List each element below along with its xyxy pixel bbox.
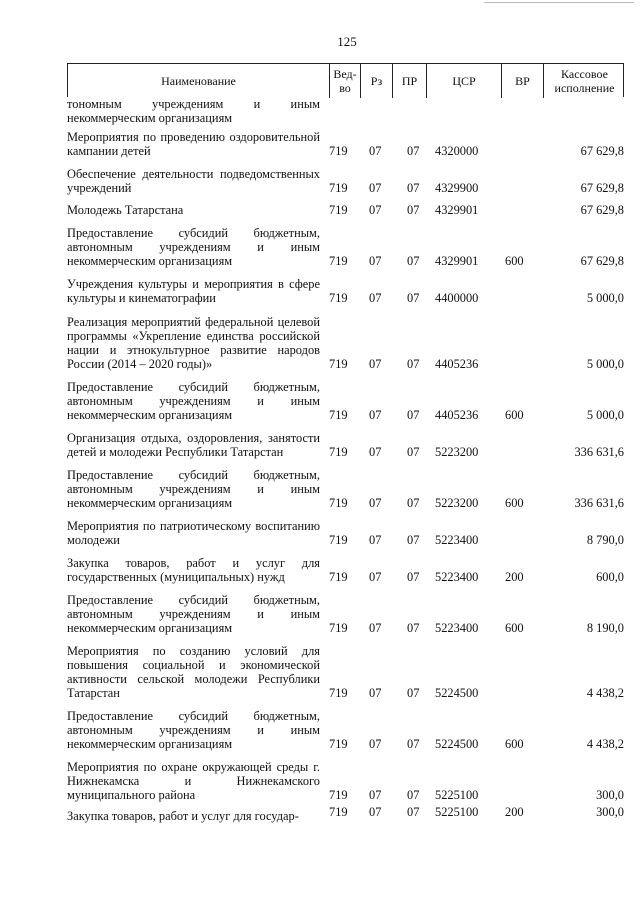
row-csr: 5223400 xyxy=(435,621,479,635)
page-number: 125 xyxy=(337,34,357,49)
table-row xyxy=(67,709,624,751)
row-amount: 67 629,8 xyxy=(580,254,624,268)
row-vr: 600 xyxy=(505,254,524,268)
row-vr: 200 xyxy=(505,805,524,819)
row-pr: 07 xyxy=(407,621,420,635)
row-amount: 300,0 xyxy=(596,788,624,802)
row-rz: 07 xyxy=(369,686,382,700)
row-csr: 4320000 xyxy=(435,144,479,158)
row-csr: 5223400 xyxy=(435,570,479,584)
row-rz: 07 xyxy=(369,291,382,305)
row-name: Молодежь Татарстана xyxy=(67,203,184,217)
row-amount: 67 629,8 xyxy=(580,181,624,195)
row-ved: 719 xyxy=(329,144,348,158)
row-ved: 719 xyxy=(329,533,348,547)
row-ved: 719 xyxy=(329,805,348,819)
row-ved: 719 xyxy=(329,357,348,371)
row-ved: 719 xyxy=(329,254,348,268)
row-csr: 4405236 xyxy=(435,357,479,371)
row-amount: 5 000,0 xyxy=(586,291,624,305)
row-amount: 4 438,2 xyxy=(586,737,624,751)
table-row xyxy=(67,315,624,371)
row-ved: 719 xyxy=(329,570,348,584)
row-pr: 07 xyxy=(407,203,420,217)
row-ved: 719 xyxy=(329,408,348,422)
table-row xyxy=(67,203,624,217)
table-row xyxy=(67,468,624,510)
row-pr: 07 xyxy=(407,805,420,819)
row-rz: 07 xyxy=(369,533,382,547)
row-rz: 07 xyxy=(369,737,382,751)
row-name: Организация отдыха, оздоровления, занятости детей и молодежи Республики Татарстан xyxy=(67,431,320,459)
row-ved: 719 xyxy=(329,686,348,700)
row-name: Закупка товаров, работ и услуг для государственных (муниципальных) нужд xyxy=(67,556,320,584)
row-name: Закупка товаров, работ и услуг для государ- xyxy=(67,809,299,823)
row-name: Мероприятия по охране окружающей среды г. Нижнекамска и Нижнекамского муниципального района xyxy=(67,760,320,802)
row-pr: 07 xyxy=(407,181,420,195)
scan-edge-line xyxy=(484,2,634,3)
row-amount: 67 629,8 xyxy=(580,203,624,217)
table-row xyxy=(67,380,624,422)
row-csr: 5223200 xyxy=(435,445,479,459)
row-name: Учреждения культуры и мероприятия в сфере культуры и кинематографии xyxy=(67,277,320,305)
table-row xyxy=(67,593,624,635)
row-ved: 719 xyxy=(329,181,348,195)
row-amount: 8 190,0 xyxy=(586,621,624,635)
row-pr: 07 xyxy=(407,254,420,268)
row-pr: 07 xyxy=(407,788,420,802)
table-row xyxy=(67,277,624,305)
table-body xyxy=(67,97,624,823)
table-row xyxy=(67,805,624,823)
row-ved: 719 xyxy=(329,737,348,751)
row-rz: 07 xyxy=(369,445,382,459)
table-header xyxy=(67,63,624,97)
row-vr: 600 xyxy=(505,496,524,510)
row-rz: 07 xyxy=(369,805,382,819)
row-rz: 07 xyxy=(369,570,382,584)
table-row xyxy=(67,760,624,802)
row-rz: 07 xyxy=(369,788,382,802)
row-rz: 07 xyxy=(369,181,382,195)
row-csr: 5223200 xyxy=(435,496,479,510)
row-name: Предоставление субсидий бюджетным, автономным учреждениям и иным некоммерческим организациям xyxy=(67,468,320,510)
row-csr: 4400000 xyxy=(435,291,479,305)
row-pr: 07 xyxy=(407,533,420,547)
header-ved: Вед-во xyxy=(329,64,360,98)
row-csr: 5225100 xyxy=(435,788,479,802)
row-amount: 336 631,6 xyxy=(574,496,624,510)
row-pr: 07 xyxy=(407,408,420,422)
row-pr: 07 xyxy=(407,144,420,158)
row-name: Мероприятия по проведению оздоровительной кампании детей xyxy=(67,130,320,158)
row-csr: 5224500 xyxy=(435,686,479,700)
row-name: Предоставление субсидий бюджетным, автономным учреждениям и иным некоммерческим организациям xyxy=(67,226,320,268)
row-csr: 5224500 xyxy=(435,737,479,751)
row-pr: 07 xyxy=(407,686,420,700)
row-vr: 600 xyxy=(505,408,524,422)
row-pr: 07 xyxy=(407,496,420,510)
row-amount: 5 000,0 xyxy=(586,408,624,422)
row-name: Мероприятия по созданию условий для повышения социальной и экономической активности сельской молодежи Республики Татарстан xyxy=(67,644,320,700)
header-name: Наименование xyxy=(161,74,236,88)
row-amount: 300,0 xyxy=(596,805,624,819)
row-csr: 5223400 xyxy=(435,533,479,547)
row-ved: 719 xyxy=(329,291,348,305)
row-rz: 07 xyxy=(369,496,382,510)
row-name: тономным учреждениям и иным некоммерческим организациям xyxy=(67,97,320,125)
header-rz: Рз xyxy=(360,64,392,98)
row-pr: 07 xyxy=(407,357,420,371)
row-name: Предоставление субсидий бюджетным, автономным учреждениям и иным некоммерческим организациям xyxy=(67,709,320,751)
row-vr: 600 xyxy=(505,737,524,751)
row-vr: 600 xyxy=(505,621,524,635)
row-pr: 07 xyxy=(407,291,420,305)
row-csr: 4329900 xyxy=(435,181,479,195)
table-row xyxy=(67,226,624,268)
row-csr: 4329901 xyxy=(435,203,479,217)
row-csr: 4405236 xyxy=(435,408,479,422)
header-pr: ПР xyxy=(392,64,426,98)
table-row xyxy=(67,556,624,584)
row-csr: 5225100 xyxy=(435,805,479,819)
row-amount: 336 631,6 xyxy=(574,445,624,459)
row-rz: 07 xyxy=(369,408,382,422)
table-row xyxy=(67,97,624,125)
row-ved: 719 xyxy=(329,788,348,802)
row-amount: 4 438,2 xyxy=(586,686,624,700)
table-row xyxy=(67,644,624,700)
row-rz: 07 xyxy=(369,254,382,268)
row-amount: 5 000,0 xyxy=(586,357,624,371)
row-ved: 719 xyxy=(329,496,348,510)
table-row xyxy=(67,167,624,195)
row-rz: 07 xyxy=(369,203,382,217)
row-name: Обеспечение деятельности подведомственных учреждений xyxy=(67,167,320,195)
table-row xyxy=(67,519,624,547)
row-ved: 719 xyxy=(329,203,348,217)
row-pr: 07 xyxy=(407,570,420,584)
header-amount: Кассовое исполнение xyxy=(543,64,625,98)
row-pr: 07 xyxy=(407,737,420,751)
header-csr: ЦСР xyxy=(426,64,501,98)
row-csr: 4329901 xyxy=(435,254,479,268)
row-amount: 8 790,0 xyxy=(586,533,624,547)
row-amount: 600,0 xyxy=(596,570,624,584)
row-amount: 67 629,8 xyxy=(580,144,624,158)
row-pr: 07 xyxy=(407,445,420,459)
row-name: Предоставление субсидий бюджетным, автономным учреждениям и иным некоммерческим организациям xyxy=(67,593,320,635)
row-rz: 07 xyxy=(369,144,382,158)
row-name: Реализация мероприятий федеральной целевой программы «Укрепление единства российской нации и этнокультурное развитие народов России (2014 – 2020 годы)» xyxy=(67,315,320,371)
row-rz: 07 xyxy=(369,621,382,635)
table-row xyxy=(67,431,624,459)
row-ved: 719 xyxy=(329,445,348,459)
header-vr: ВР xyxy=(501,64,543,98)
row-vr: 200 xyxy=(505,570,524,584)
row-ved: 719 xyxy=(329,621,348,635)
row-rz: 07 xyxy=(369,357,382,371)
row-name: Предоставление субсидий бюджетным, автономным учреждениям и иным некоммерческим организациям xyxy=(67,380,320,422)
row-name: Мероприятия по патриотическому воспитанию молодежи xyxy=(67,519,320,547)
table-row xyxy=(67,130,624,158)
